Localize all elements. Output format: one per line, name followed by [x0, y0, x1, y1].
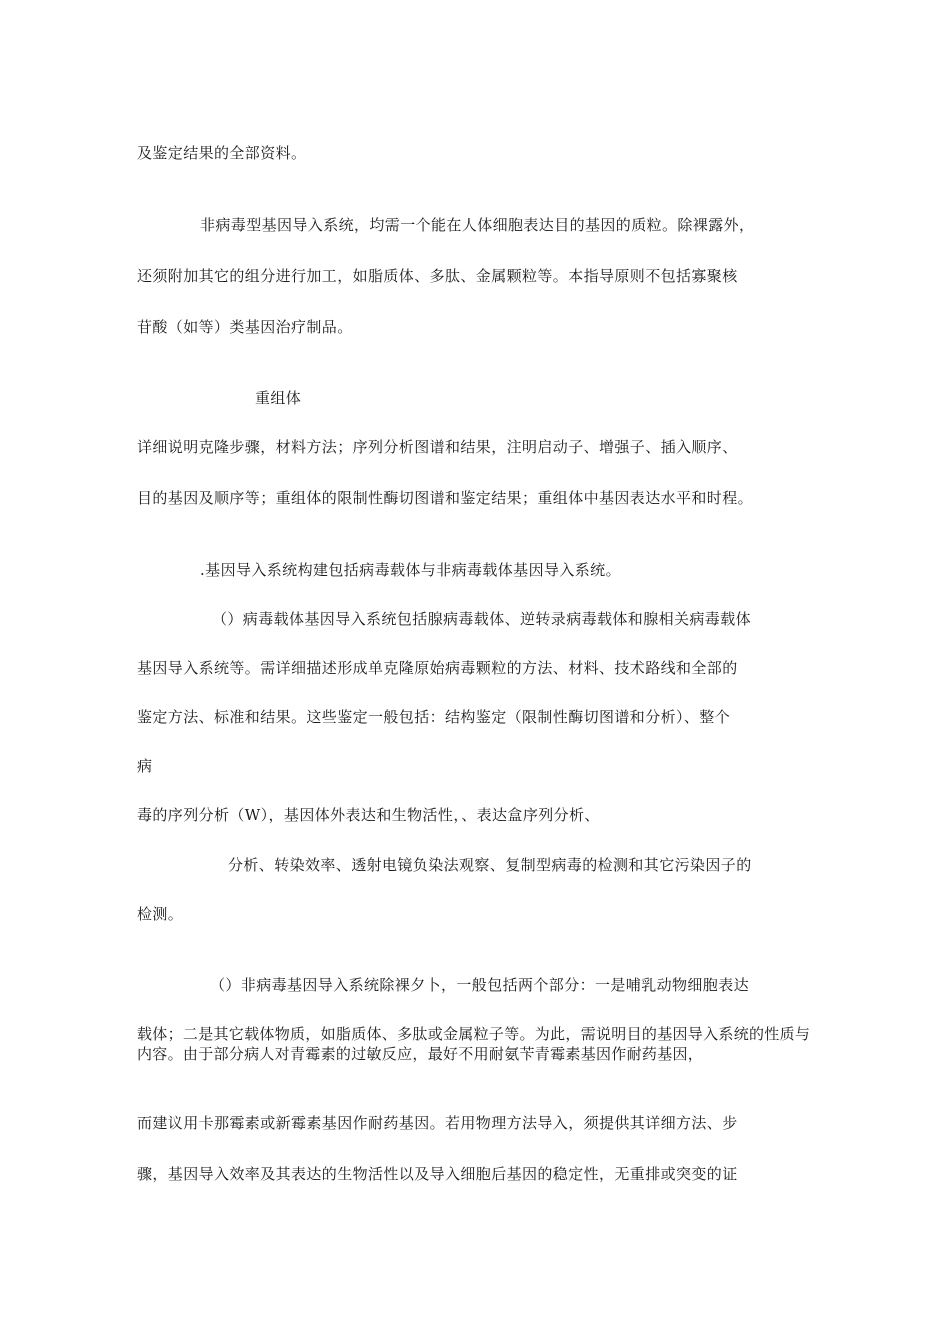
text-line: 非病毒型基因导入系统，均需一个能在人体细胞表达目的基因的质粒。除裸露外， — [200, 216, 755, 234]
text-paragraph: 载体；二是其它载体物质，如脂质体、多肽或金属粒子等。为此，需说明目的基因导入系统的性质与内容。由于部分病人对青霉素的过敏反应，最好不用耐氨苄青霉素基因作耐药基因， — [137, 1025, 811, 1063]
text-line: 毒的序列分析（W），基因体外表达和生物活性，、表达盒序列分析、 — [137, 806, 600, 824]
text-line: 详细说明克隆步骤，材料方法；序列分析图谱和结果，注明启动子、增强子、插入顺序、 — [137, 438, 738, 456]
text-line: 及鉴定结果的全部资料。 — [137, 144, 307, 162]
text-line: 分析、转染效率、透射电镜负染法观察、复制型病毒的检测和其它污染因子的 — [228, 856, 752, 874]
text-line: 鉴定方法、标准和结果。这些鉴定一般包括：结构鉴定（限制性酶切图谱和分析）、整个 — [137, 708, 731, 726]
section-heading: 重组体 — [255, 389, 302, 407]
text-line: 目的基因及顺序等；重组体的限制性酶切图谱和鉴定结果；重组体中基因表达水平和时程。 — [137, 489, 754, 507]
text-line: 检测。 — [137, 905, 184, 923]
text-line: 基因导入系统等。需详细描述形成单克隆原始病毒颗粒的方法、材料、技术路线和全部的 — [137, 659, 738, 677]
text-line: 而建议用卡那霉素或新霉素基因作耐药基因。若用物理方法导入，须提供其详细方法、步 — [137, 1114, 738, 1132]
text-line: 病 — [137, 757, 153, 775]
text-line: 还须附加其它的组分进行加工，如脂质体、多肽、金属颗粒等。本指导原则不包括寡聚核 — [137, 267, 738, 285]
text-line: 苷酸（如等）类基因治疗制品。 — [137, 318, 353, 336]
text-line: 骤，基因导入效率及其表达的生物活性以及导入细胞后基因的稳定性，无重排或突变的证 — [137, 1165, 738, 1183]
text-line: （）非病毒基因导入系统除裸夕卜，一般包括两个部分：一是哺乳动物细胞表达 — [210, 976, 750, 994]
text-line: .基因导入系统构建包括病毒载体与非病毒载体基因导入系统。 — [200, 561, 621, 579]
text-line: （）病毒载体基因导入系统包括腺病毒载体、逆转录病毒载体和腺相关病毒载体 — [212, 610, 752, 628]
